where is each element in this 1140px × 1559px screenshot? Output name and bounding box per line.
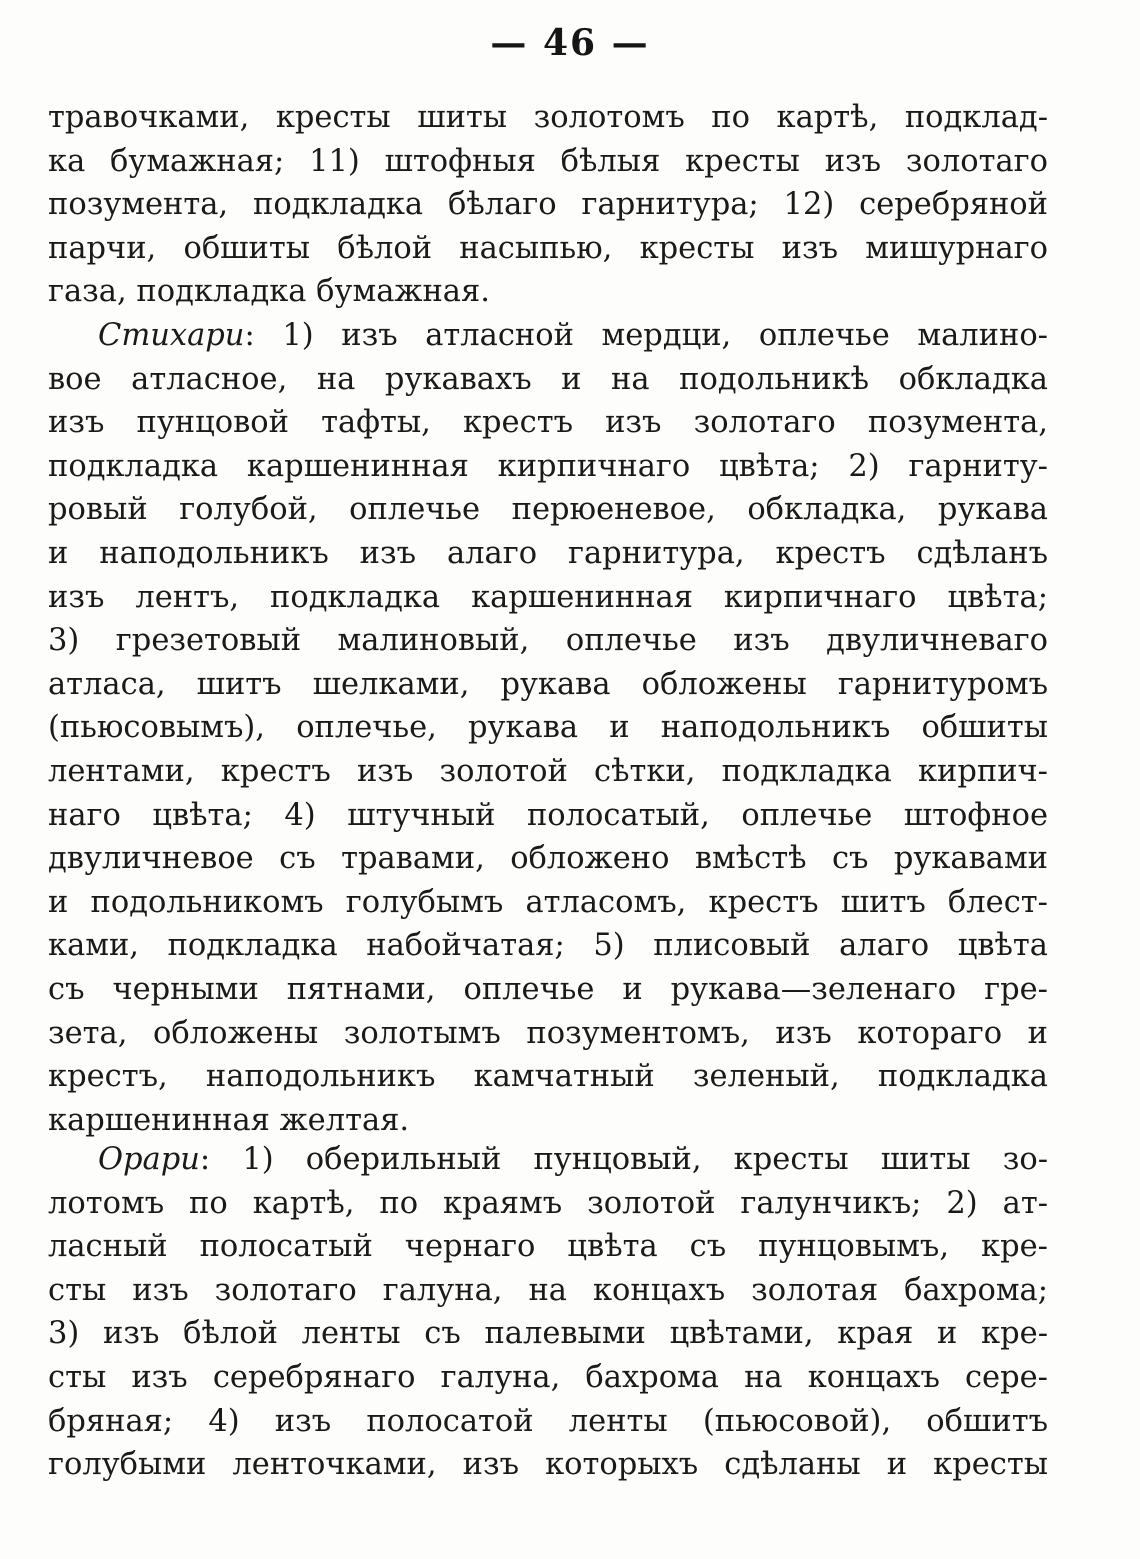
text-run: подкладка каршенинная кирпичнаго цвѣта; 2) гарниту- — [48, 448, 1048, 484]
text-line — [48, 1312, 1048, 1356]
text-line — [48, 750, 1048, 794]
text-line — [48, 706, 1048, 750]
text-line — [48, 401, 1048, 445]
paragraph-continuation — [48, 96, 1048, 314]
text-run: сты изъ золотаго галуна, на концахъ золотая бахрома; — [48, 1272, 1048, 1308]
text-run: ласный полосатый чернаго цвѣта съ пунцовымъ, кре- — [48, 1229, 1048, 1265]
text-line — [48, 532, 1048, 576]
text-run: позумента, подкладка бѣлаго гарнитура; 12) серебряной — [48, 187, 1048, 223]
text-run: изъ лентъ, подкладка каршенинная кирпичнаго цвѣта; — [48, 579, 1048, 615]
page-number: — 46 — — [490, 22, 650, 64]
text-run: 3) грезетовый малиновый, оплечье изъ двуличневаго — [48, 623, 1048, 659]
text-line — [48, 924, 1048, 968]
text-run: ка бумажная; 11) штофныя бѣлыя кресты изъ золотаго — [48, 143, 1048, 179]
text-line — [48, 837, 1048, 881]
text-line — [48, 96, 1048, 140]
text-line — [48, 1055, 1048, 1099]
text-line — [48, 794, 1048, 838]
text-run: вое атласное, на рукавахъ и на подольникѣ обкладка — [48, 361, 1048, 397]
text-run: лентами, крестъ изъ золотой сѣтки, подкладка кирпич- — [48, 753, 1048, 789]
text-line — [48, 358, 1048, 402]
text-run: изъ пунцовой тафты, крестъ изъ золотаго позумента, — [48, 405, 1048, 441]
text-line — [48, 1269, 1048, 1313]
text-run: и подольникомъ голубымъ атласомъ, крестъ шитъ блест- — [48, 884, 1048, 920]
text-run: крестъ, наподольникъ камчатный зеленый, подкладка — [48, 1059, 1048, 1095]
text-line — [48, 1099, 1048, 1143]
text-run: газа, подкладка бумажная. — [48, 274, 490, 310]
paragraph-orarion — [48, 1138, 1048, 1487]
section-heading: Стихари — [98, 318, 245, 353]
text-line — [48, 663, 1048, 707]
text-run: (пьюсовымъ), оплечье, рукава и наподольникъ обшиты — [48, 710, 1048, 746]
text-run: травочками, кресты шиты золотомъ по картѣ, подклад- — [48, 100, 1048, 135]
text-line — [48, 576, 1048, 620]
text-line — [48, 488, 1048, 532]
text-line — [48, 270, 1048, 314]
text-line — [48, 881, 1048, 925]
text-run: съ черными пятнами, оплечье и рукава—зеленаго гре- — [48, 971, 1048, 1007]
text-run: : 1) оберильный пунцовый, кресты шиты зо- — [199, 1142, 1048, 1177]
text-run: атласа, шитъ шелками, рукава обложены гарнитуромъ — [48, 666, 1048, 702]
paragraph-sticharion — [48, 314, 1048, 1142]
text-run: лотомъ по картѣ, по краямъ золотой галунчикъ; 2) ат- — [48, 1185, 1048, 1221]
text-line — [48, 140, 1048, 184]
text-line — [48, 1138, 1048, 1182]
text-run: голубыми ленточками, изъ которыхъ сдѣланы и кресты — [48, 1447, 1048, 1483]
text-line — [48, 1443, 1048, 1487]
text-run: каршенинная желтая. — [48, 1102, 410, 1138]
text-line — [48, 968, 1048, 1012]
text-line — [48, 314, 1048, 358]
text-run: парчи, обшиты бѣлой насыпью, кресты изъ мишурнаго — [48, 230, 1048, 266]
text-run: ровый голубой, оплечье перюеневое, обкладка, рукава — [48, 492, 1048, 528]
text-run: двуличневое съ травами, обложено вмѣстѣ съ рукавами — [48, 841, 1048, 877]
text-line — [48, 1225, 1048, 1269]
text-line — [48, 183, 1048, 227]
text-line — [48, 445, 1048, 489]
text-run: сты изъ серебрянаго галуна, бахрома на концахъ сере- — [48, 1359, 1048, 1395]
section-heading: Орари — [98, 1142, 200, 1177]
text-line — [48, 1400, 1048, 1444]
text-run: зета, обложены золотымъ позументомъ, изъ котораго и — [48, 1015, 1048, 1051]
text-line — [48, 1356, 1048, 1400]
text-run: 3) изъ бѣлой ленты съ палевыми цвѣтами, края и кре- — [48, 1316, 1048, 1352]
text-line — [48, 1182, 1048, 1226]
text-line — [48, 619, 1048, 663]
text-run: наго цвѣта; 4) штучный полосатый, оплечье штофное — [48, 797, 1048, 833]
text-line — [48, 227, 1048, 271]
text-run: и наподольникъ изъ алаго гарнитура, крестъ сдѣланъ — [48, 535, 1048, 571]
text-run: ками, подкладка набойчатая; 5) плисовый алаго цвѣта — [48, 928, 1048, 964]
text-run: : 1) изъ атласной мердци, оплечье малино- — [244, 318, 1048, 353]
text-line — [48, 1012, 1048, 1056]
text-run: бряная; 4) изъ полосатой ленты (пьюсовой), обшитъ — [48, 1403, 1048, 1439]
